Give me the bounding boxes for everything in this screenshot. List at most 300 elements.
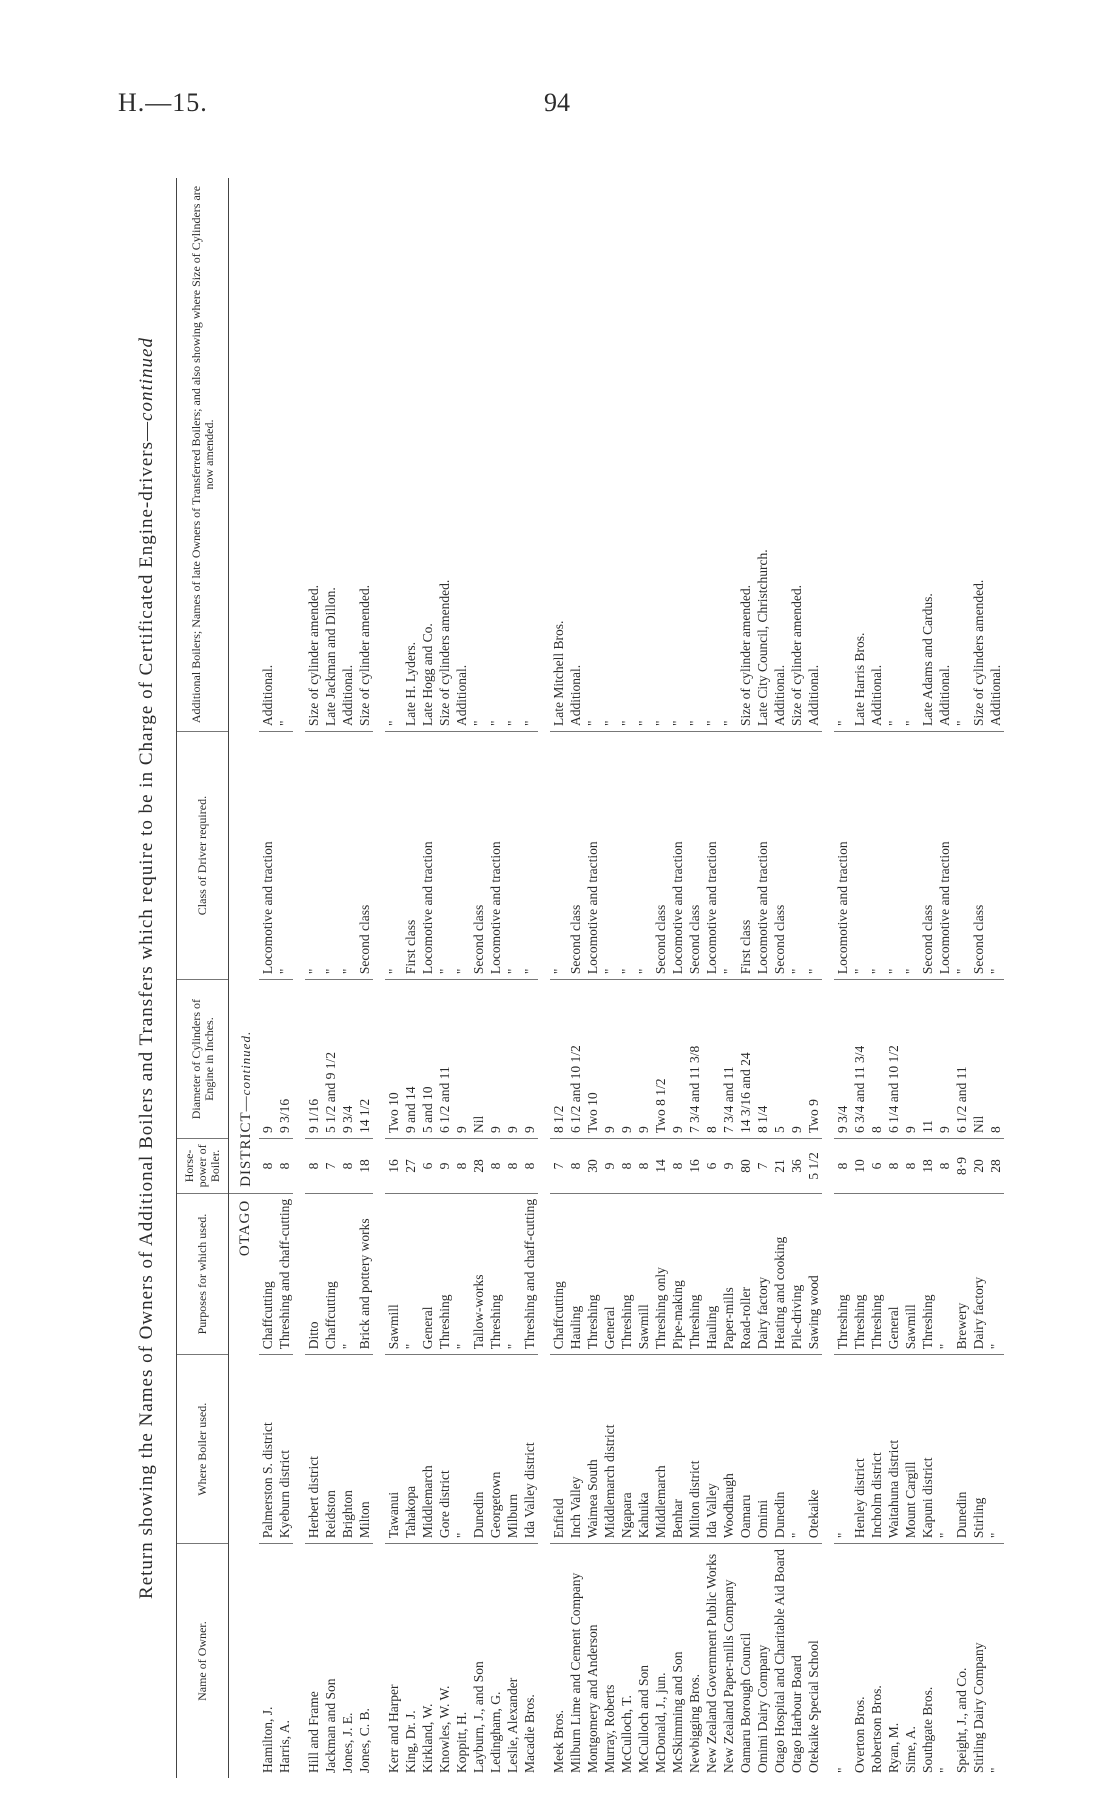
class-cell: " (987, 732, 1004, 980)
purpose-cell: Threshing and chaff-cutting (521, 1193, 538, 1354)
horse-power-cell: 6 (419, 1139, 436, 1194)
diameter-cell: 9 (902, 980, 919, 1139)
where-cell: Enfield (550, 1355, 567, 1544)
horse-power-cell: 8 (453, 1139, 470, 1194)
where-cell: " (834, 1355, 851, 1544)
class-cell: Second class (470, 732, 487, 980)
district-word: DISTRICT— (238, 1095, 254, 1187)
remarks-cell: " (885, 178, 902, 732)
where-cell: Stirling (970, 1355, 987, 1544)
table-row (868, 178, 885, 1778)
where-cell: Oamaru (737, 1355, 754, 1544)
where-cell: " (987, 1355, 1004, 1544)
horse-power-cell: 10 (851, 1139, 868, 1194)
remarks-cell: Late H. Lyders. (402, 178, 419, 732)
remarks-cell: " (504, 178, 521, 732)
owner-cell: Robertson Bros. (869, 1685, 884, 1773)
class-cell: " (550, 732, 567, 980)
where-cell: Middlemarch (419, 1355, 436, 1544)
where-cell: Reidston (322, 1355, 339, 1544)
table-row (453, 178, 470, 1778)
horse-power-cell: 14 (652, 1139, 669, 1194)
table-row (885, 178, 902, 1778)
row-spacer (822, 178, 834, 1778)
spacer-cell (373, 178, 385, 1778)
diameter-cell: Nil (470, 980, 487, 1139)
where-cell: Mount Cargill (902, 1355, 919, 1544)
remarks-cell: " (686, 178, 703, 732)
where-cell: Kahuika (635, 1355, 652, 1544)
diameter-cell: 9 (669, 980, 686, 1139)
class-cell: First class (737, 732, 754, 980)
col-header-purposes: Purposes for which used. (177, 1193, 229, 1354)
owner-cell: Layburn, J., and Son (471, 1661, 486, 1773)
table-row (652, 178, 669, 1778)
table-row (936, 178, 953, 1778)
table-row (618, 178, 635, 1778)
class-cell: First class (402, 732, 419, 980)
table-row (567, 178, 584, 1778)
remarks-cell: Size of cylinder amended. (737, 178, 754, 732)
class-cell: " (805, 732, 822, 980)
owner-cell: " (937, 1767, 952, 1773)
table-row (635, 178, 652, 1778)
diameter-cell: 9 (453, 980, 470, 1139)
class-cell: " (635, 732, 652, 980)
purpose-cell: Chaffcutting (322, 1193, 339, 1354)
diameter-cell: 9 (521, 980, 538, 1139)
table-title (136, 168, 158, 1768)
purpose-cell: General (601, 1193, 618, 1354)
where-cell: Dunedin (953, 1355, 970, 1544)
horse-power-cell: 30 (584, 1139, 601, 1194)
remarks-cell: Additional. (771, 178, 788, 732)
class-cell: Second class (652, 732, 669, 980)
remarks-cell: " (584, 178, 601, 732)
remarks-cell: Additional. (259, 178, 276, 732)
row-spacer (538, 178, 550, 1778)
remarks-cell: Additional. (868, 178, 885, 732)
diameter-cell: 9 (504, 980, 521, 1139)
owner-cell: New Zealand Paper-mills Company (721, 1579, 736, 1773)
table-row (470, 178, 487, 1778)
horse-power-cell: 8 (635, 1139, 652, 1194)
purpose-cell: Threshing (834, 1193, 851, 1354)
owner-cell: Leslie, Alexander (505, 1677, 520, 1773)
table-row (919, 178, 936, 1778)
table-title-suffix: continued (136, 337, 157, 421)
diameter-cell: 9 (487, 980, 504, 1139)
purpose-cell: Threshing (584, 1193, 601, 1354)
row-spacer (373, 178, 385, 1778)
owner-cell: " (988, 1767, 1003, 1773)
where-cell: Gore district (436, 1355, 453, 1544)
horse-power-cell: 8 (567, 1139, 584, 1194)
owner-cell: Harris, A. (277, 1720, 292, 1773)
class-cell: Locomotive and traction (584, 732, 601, 980)
table-row (487, 178, 504, 1778)
purpose-cell: Chaffcutting (550, 1193, 567, 1354)
diameter-cell: 9 (618, 980, 635, 1139)
class-cell: " (521, 732, 538, 980)
remarks-cell: Additional. (567, 178, 584, 732)
owner-cell: Oamaru Borough Council (738, 1632, 753, 1773)
remarks-cell: " (652, 178, 669, 732)
class-cell: Second class (771, 732, 788, 980)
spacer-cell (293, 178, 305, 1778)
remarks-cell: " (385, 178, 402, 732)
where-cell: Palmerston S. district (259, 1355, 276, 1544)
horse-power-cell: 20 (970, 1139, 987, 1194)
district-name: OTAGO (237, 1199, 253, 1257)
class-cell: Locomotive and traction (754, 732, 771, 980)
class-cell: " (902, 732, 919, 980)
district-label (229, 178, 260, 1193)
where-cell: Milton district (686, 1355, 703, 1544)
district-heading-row (229, 178, 260, 1778)
horse-power-cell: 8 (521, 1139, 538, 1194)
class-cell: " (601, 732, 618, 980)
class-cell: " (339, 732, 356, 980)
owner-cell: Meek Bros. (551, 1710, 566, 1773)
where-cell: Dunedin (771, 1355, 788, 1544)
diameter-cell: 8 (987, 980, 1004, 1139)
class-cell: " (322, 732, 339, 980)
class-cell: " (276, 732, 293, 980)
where-cell: " (453, 1355, 470, 1544)
table-row (550, 178, 567, 1778)
table-row (259, 178, 276, 1778)
class-cell: Locomotive and traction (487, 732, 504, 980)
table-header-row (177, 178, 229, 1778)
remarks-cell: " (618, 178, 635, 732)
owner-cell: Kerr and Harper (386, 1684, 401, 1773)
where-cell: Waimea South (584, 1355, 601, 1544)
class-cell: " (868, 732, 885, 980)
owner-cell: Koppitt, H. (454, 1711, 469, 1773)
class-cell: " (851, 732, 868, 980)
purpose-cell: Dairy factory (970, 1193, 987, 1354)
horse-power-cell: 16 (385, 1139, 402, 1194)
table-row (339, 178, 356, 1778)
table-row (436, 178, 453, 1778)
owner-cell: Ledingham, G. (488, 1691, 503, 1773)
table-row (276, 178, 293, 1778)
table-row (703, 178, 720, 1778)
diameter-cell: 6 3/4 and 11 3/4 (851, 980, 868, 1139)
diameter-cell: 6 1/4 and 10 1/2 (885, 980, 902, 1139)
owner-cell: McCulloch and Son (636, 1665, 651, 1773)
owner-cell: Overton Bros. (852, 1696, 867, 1773)
table-row (720, 178, 737, 1778)
diameter-cell: 6 1/2 and 11 (953, 980, 970, 1139)
col-header-diameter: Diameter of Cylinders of Engine in Inches. (177, 980, 229, 1139)
owner-cell: Jones, C. B. (357, 1708, 372, 1773)
class-cell: Locomotive and traction (936, 732, 953, 980)
diameter-cell: 9 (601, 980, 618, 1139)
purpose-cell: General (885, 1193, 902, 1354)
remarks-cell: Late Harris Bros. (851, 178, 868, 732)
purpose-cell: Tallow-works (470, 1193, 487, 1354)
table-row (970, 178, 987, 1778)
class-cell: Second class (356, 732, 373, 980)
horse-power-cell: 18 (919, 1139, 936, 1194)
owner-cell: Murray, Roberts (602, 1684, 617, 1773)
purpose-cell: Threshing (868, 1193, 885, 1354)
horse-power-cell: 28 (470, 1139, 487, 1194)
purpose-cell: Threshing (686, 1193, 703, 1354)
diameter-cell: 7 3/4 and 11 3/8 (686, 980, 703, 1139)
purpose-cell: Sawmill (635, 1193, 652, 1354)
where-cell: Benhar (669, 1355, 686, 1544)
class-cell: Second class (567, 732, 584, 980)
horse-power-cell: 27 (402, 1139, 419, 1194)
where-cell: Incholm district (868, 1355, 885, 1544)
purpose-cell: Brewery (953, 1193, 970, 1354)
remarks-cell: Late Mitchell Bros. (550, 178, 567, 732)
horse-power-cell: 7 (322, 1139, 339, 1194)
col-header-where: Where Boiler used. (177, 1355, 229, 1544)
remarks-cell: Additional. (339, 178, 356, 732)
horse-power-cell: 8 (276, 1139, 293, 1194)
where-cell: Tawanui (385, 1355, 402, 1544)
table-row (305, 178, 322, 1778)
purpose-cell: Sawing wood (805, 1193, 822, 1354)
table-row (754, 178, 771, 1778)
owner-cell: Milburn Lime and Cement Company (568, 1572, 583, 1773)
diameter-cell: 14 1/2 (356, 980, 373, 1139)
where-cell: Dunedin (470, 1355, 487, 1544)
remarks-cell: " (703, 178, 720, 732)
diameter-cell: 9 and 14 (402, 980, 419, 1139)
table-row (584, 178, 601, 1778)
owner-cell: Otago Harbour Board (789, 1655, 804, 1773)
owner-cell: " (835, 1767, 850, 1773)
col-header-owner: Name of Owner. (177, 1544, 229, 1778)
horse-power-cell: 8 (936, 1139, 953, 1194)
diameter-cell: Two 8 1/2 (652, 980, 669, 1139)
class-cell: Second class (970, 732, 987, 980)
purpose-cell: Ditto (305, 1193, 322, 1354)
remarks-cell: " (720, 178, 737, 732)
horse-power-cell: 8·9 (953, 1139, 970, 1194)
horse-power-cell: 8 (885, 1139, 902, 1194)
horse-power-cell: 8 (259, 1139, 276, 1194)
owner-cell: Otago Hospital and Charitable Aid Board (772, 1549, 787, 1773)
purpose-cell: Threshing (851, 1193, 868, 1354)
class-cell: " (788, 732, 805, 980)
class-cell: " (885, 732, 902, 980)
table-row (851, 178, 868, 1778)
class-cell: " (618, 732, 635, 980)
horse-power-cell: 28 (987, 1139, 1004, 1194)
remarks-cell: Size of cylinder amended. (305, 178, 322, 732)
horse-power-cell: 8 (902, 1139, 919, 1194)
purpose-cell: Brick and pottery works (356, 1193, 373, 1354)
horse-power-cell: 8 (834, 1139, 851, 1194)
class-cell: Second class (919, 732, 936, 980)
table-row (419, 178, 436, 1778)
diameter-cell: 9 3/4 (834, 980, 851, 1139)
horse-power-cell: 8 (339, 1139, 356, 1194)
remarks-cell: Size of cylinder amended. (356, 178, 373, 732)
purpose-cell: Threshing and chaff-cutting (276, 1193, 293, 1354)
purpose-cell: Threshing (487, 1193, 504, 1354)
table-row (504, 178, 521, 1778)
class-cell: " (385, 732, 402, 980)
table-row (788, 178, 805, 1778)
remarks-cell: Size of cylinders amended. (970, 178, 987, 732)
where-cell: Milton (356, 1355, 373, 1544)
class-cell: Locomotive and traction (703, 732, 720, 980)
remarks-cell: " (902, 178, 919, 732)
owner-cell: Knowles, W. W. (437, 1685, 452, 1773)
where-cell: " (788, 1355, 805, 1544)
owner-cell: Stirling Dairy Company (971, 1642, 986, 1773)
boilers-table (176, 178, 1004, 1778)
where-cell: Milburn (504, 1355, 521, 1544)
class-cell: " (453, 732, 470, 980)
remarks-cell: Size of cylinders amended. (436, 178, 453, 732)
diameter-cell: 9 (635, 980, 652, 1139)
diameter-cell: 11 (919, 980, 936, 1139)
table-row (385, 178, 402, 1778)
remarks-cell: " (470, 178, 487, 732)
remarks-cell: Additional. (987, 178, 1004, 732)
remarks-cell: Late City Council, Christchurch. (754, 178, 771, 732)
where-cell: Omimi (754, 1355, 771, 1544)
where-cell: Inch Valley (567, 1355, 584, 1544)
remarks-cell: " (601, 178, 618, 732)
col-header-class: Class of Driver required. (177, 732, 229, 980)
owner-cell: King, Dr. J. (403, 1710, 418, 1773)
remarks-cell: " (834, 178, 851, 732)
table-row (356, 178, 373, 1778)
owner-cell: Southgate Bros. (920, 1686, 935, 1773)
diameter-cell: 9 (788, 980, 805, 1139)
horse-power-cell: 80 (737, 1139, 754, 1194)
owner-cell: Ryan, M. (886, 1722, 901, 1773)
owner-cell: Jones, J. E. (340, 1712, 355, 1773)
purpose-cell: " (453, 1193, 470, 1354)
horse-power-cell: 16 (686, 1139, 703, 1194)
class-cell: Locomotive and traction (669, 732, 686, 980)
owner-cell: New Zealand Government Public Works (704, 1553, 719, 1773)
purpose-cell: Dairy factory (754, 1193, 771, 1354)
remarks-cell: Late Adams and Cardus. (919, 178, 936, 732)
purpose-cell: Threshing (618, 1193, 635, 1354)
diameter-cell: 6 1/2 and 10 1/2 (567, 980, 584, 1139)
horse-power-cell: 6 (868, 1139, 885, 1194)
remarks-cell: Additional. (936, 178, 953, 732)
purpose-cell: Hauling (703, 1193, 720, 1354)
owner-cell: Newbigging Bros. (687, 1674, 702, 1773)
table-row (402, 178, 419, 1778)
table-body (229, 178, 1005, 1778)
diameter-cell: Two 10 (584, 980, 601, 1139)
rotated-table-page (130, 158, 1030, 1778)
purpose-cell: " (936, 1193, 953, 1354)
horse-power-cell: 9 (601, 1139, 618, 1194)
owner-cell: Hamilton, J. (260, 1706, 275, 1773)
where-cell: Ida Valley district (521, 1355, 538, 1544)
owner-cell: Kirkland, W. (420, 1703, 435, 1773)
page-reference: H.—15. (118, 88, 208, 117)
owner-cell: Otekaike Special School (806, 1640, 821, 1773)
spacer-cell (538, 178, 550, 1778)
horse-power-cell: 9 (436, 1139, 453, 1194)
remarks-cell: " (276, 178, 293, 732)
remarks-cell: Additional. (805, 178, 822, 732)
table-row (834, 178, 851, 1778)
owner-cell: McCulloch, T. (619, 1695, 634, 1773)
class-cell: Locomotive and traction (419, 732, 436, 980)
class-cell: " (305, 732, 322, 980)
table-title-main: Return showing the Names of Owners of Additional Boilers and Transfers which require to be in Charge of Certificated Engine-drivers— (136, 420, 157, 1599)
where-cell: Brighton (339, 1355, 356, 1544)
purpose-cell: " (987, 1193, 1004, 1354)
owner-cell: Macadie Bros. (522, 1694, 537, 1773)
remarks-cell: " (487, 178, 504, 732)
owner-cell: Sime, A. (903, 1726, 918, 1773)
purpose-cell: Heating and cooking (771, 1193, 788, 1354)
diameter-cell: 8 (703, 980, 720, 1139)
table-row (805, 178, 822, 1778)
diameter-cell: 9 3/16 (276, 980, 293, 1139)
remarks-cell: " (635, 178, 652, 732)
diameter-cell: 8 1/2 (550, 980, 567, 1139)
diameter-cell: 9 (259, 980, 276, 1139)
purpose-cell: General (419, 1193, 436, 1354)
diameter-cell: 7 3/4 and 11 (720, 980, 737, 1139)
purpose-cell: Road-roller (737, 1193, 754, 1354)
purpose-cell: Chaffcutting (259, 1193, 276, 1354)
col-header-remarks: Additional Boilers; Names of late Owners of Transferred Boilers; and also showing where Size of Cylinders are now amended. (177, 178, 229, 732)
horse-power-cell: 36 (788, 1139, 805, 1194)
where-cell: Otekaike (805, 1355, 822, 1544)
owner-cell: McDonald, J., jun. (653, 1672, 668, 1773)
purpose-cell: Sawmill (902, 1193, 919, 1354)
where-cell: Ida Valley (703, 1355, 720, 1544)
purpose-cell: Hauling (567, 1193, 584, 1354)
spacer-cell (822, 178, 834, 1778)
class-cell: Locomotive and traction (259, 732, 276, 980)
remarks-cell: Late Hogg and Co. (419, 178, 436, 732)
purpose-cell: Sawmill (385, 1193, 402, 1354)
table-row (771, 178, 788, 1778)
page-number: 94 (544, 88, 570, 117)
table-row (987, 178, 1004, 1778)
owner-cell: Omimi Dairy Company (755, 1644, 770, 1773)
diameter-cell: 5 and 10 (419, 980, 436, 1139)
where-cell: " (936, 1355, 953, 1544)
owner-cell: Jackman and Son (323, 1678, 338, 1773)
diameter-cell: 14 3/16 and 24 (737, 980, 754, 1139)
horse-power-cell: 5 1/2 (805, 1139, 822, 1194)
diameter-cell: 5 1/2 and 9 1/2 (322, 980, 339, 1139)
owner-cell: McSkimming and Son (670, 1651, 685, 1773)
where-cell: Middlemarch (652, 1355, 669, 1544)
diameter-cell: 6 1/2 and 11 (436, 980, 453, 1139)
table-row (521, 178, 538, 1778)
owner-cell: Montgomery and Anderson (585, 1624, 600, 1773)
table-row (902, 178, 919, 1778)
where-cell: Kapuni district (919, 1355, 936, 1544)
table-row (322, 178, 339, 1778)
table-row (953, 178, 970, 1778)
purpose-cell: Paper-mills (720, 1193, 737, 1354)
horse-power-cell: 6 (703, 1139, 720, 1194)
